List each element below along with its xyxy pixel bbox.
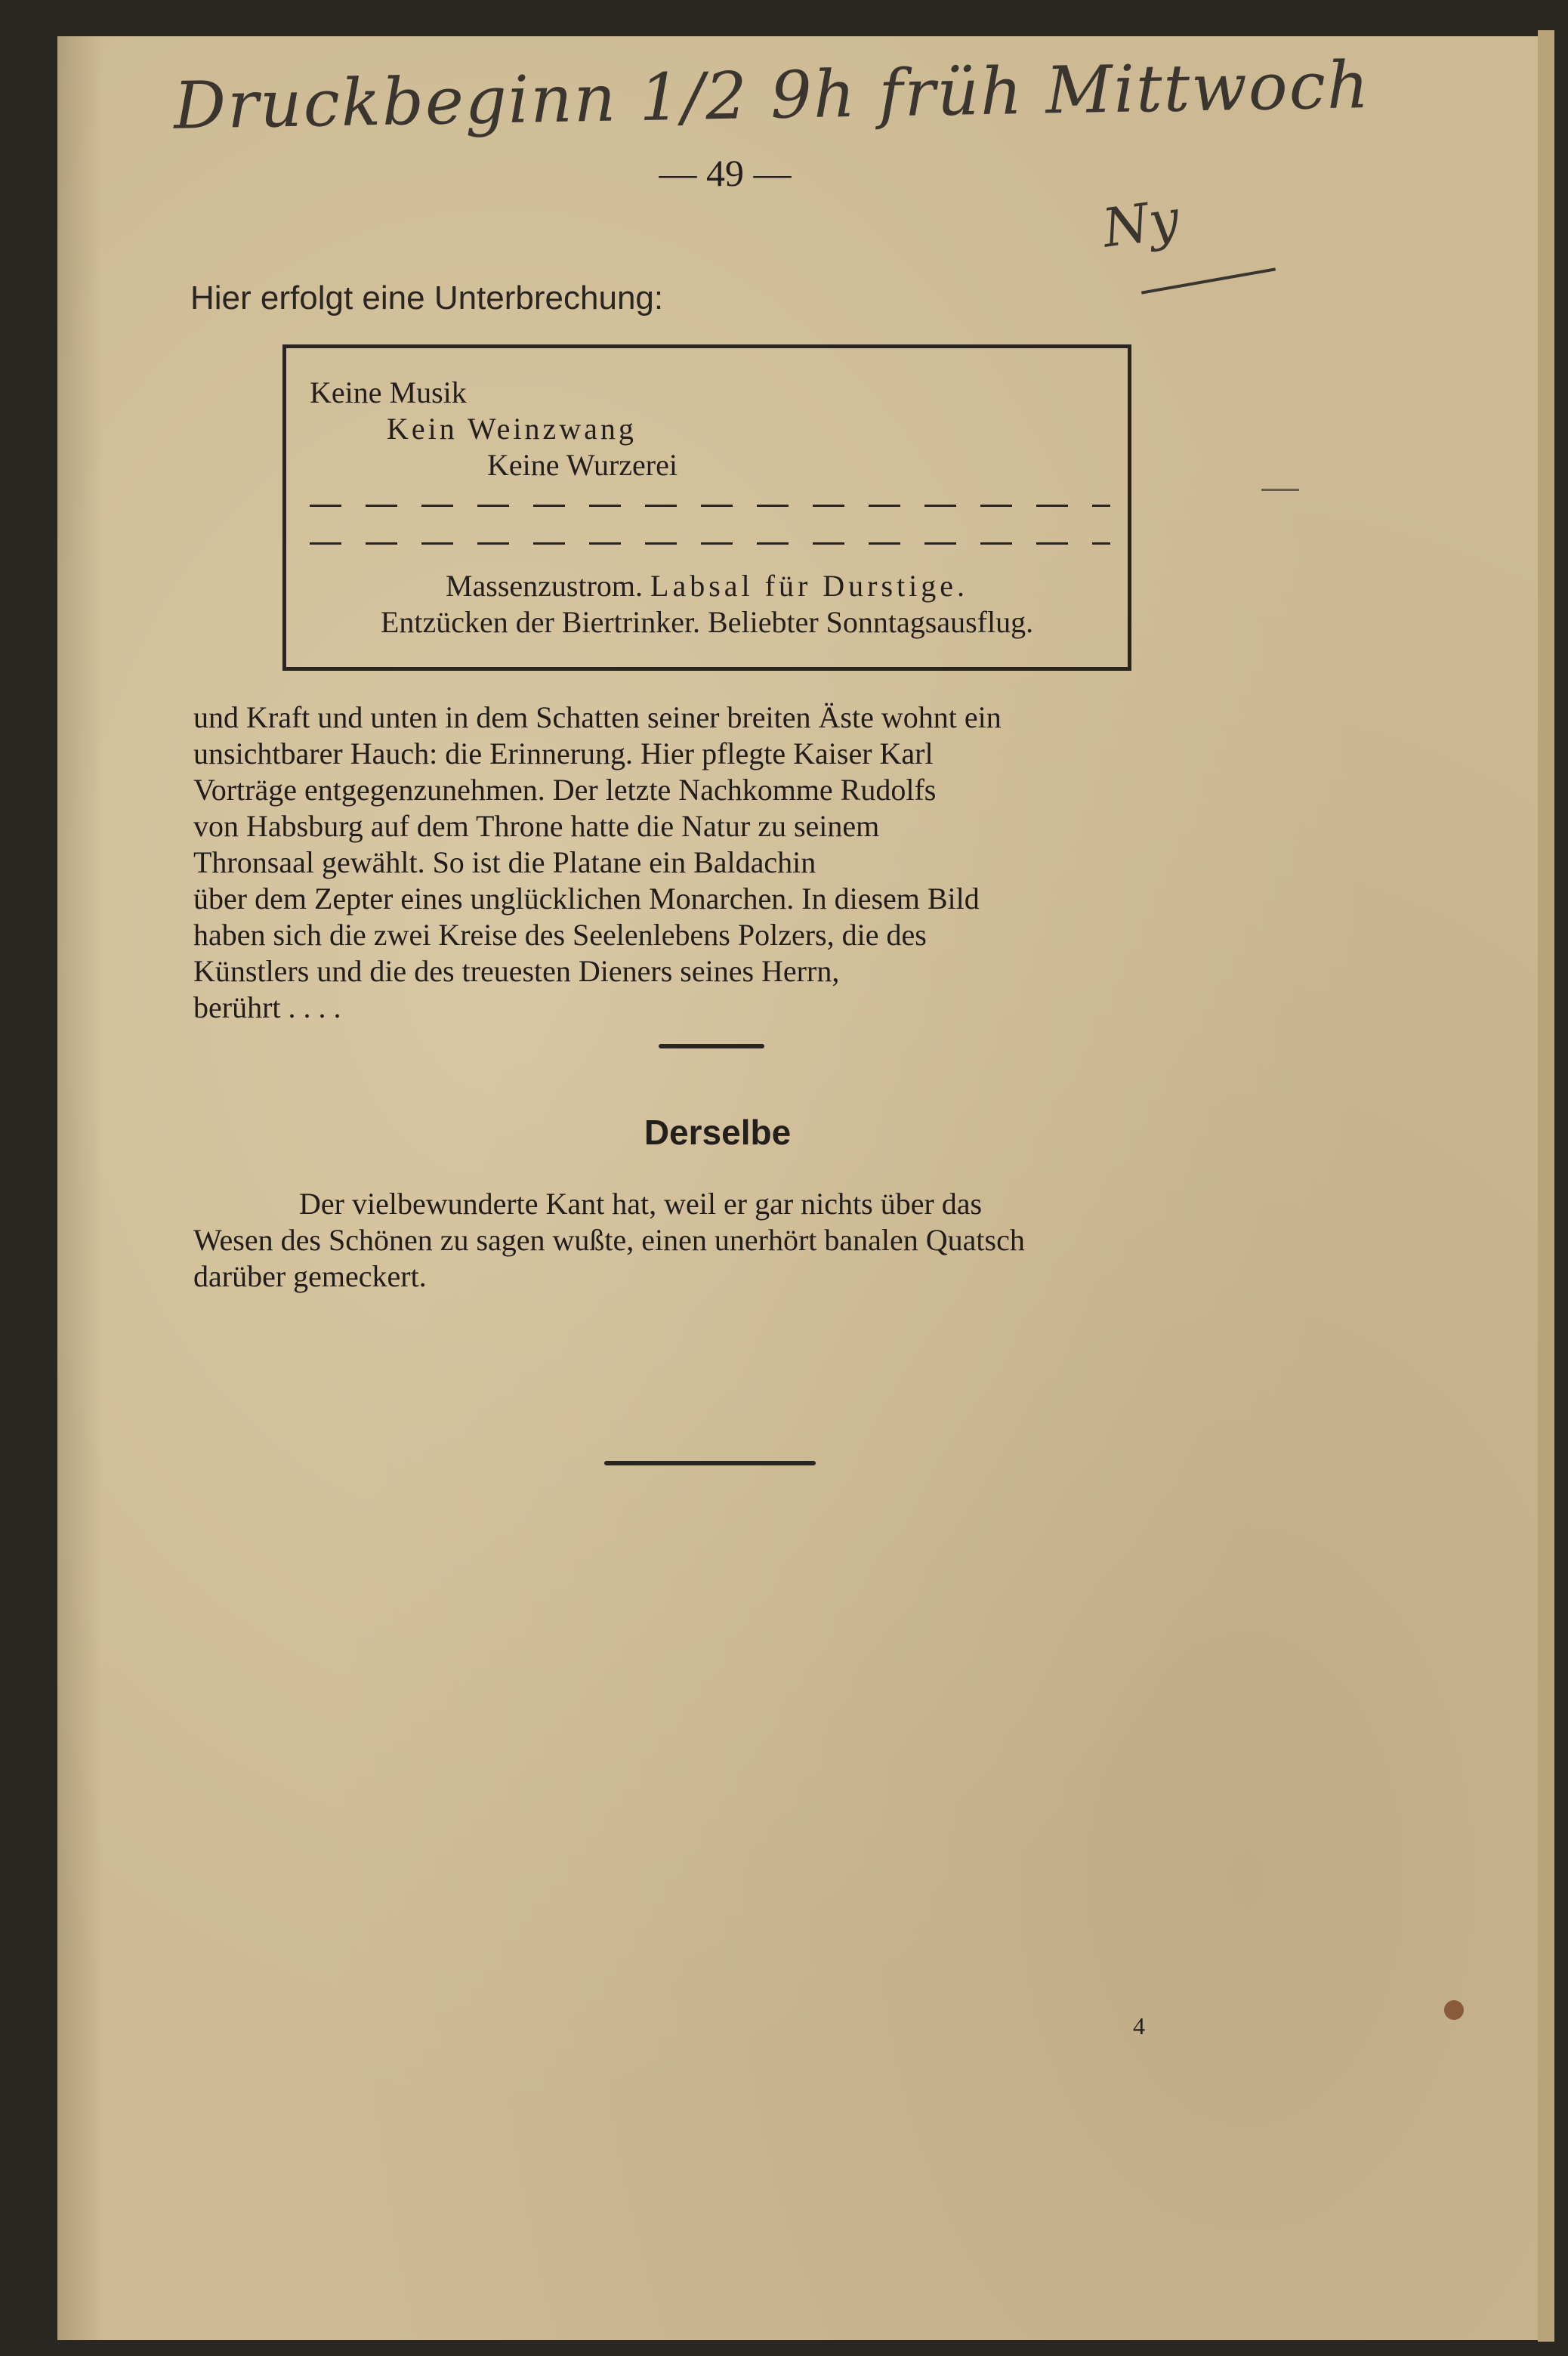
text-line: Wesen des Schönen zu sagen wußte, einen unerhört banalen Quatsch xyxy=(193,1223,1025,1257)
text-line: darüber gemeckert. xyxy=(193,1259,427,1293)
dashed-rule xyxy=(310,505,1110,507)
notice-line xyxy=(284,568,1130,604)
signature-mark: 4 xyxy=(1133,2012,1145,2039)
text-line: haben sich die zwei Kreise des Seelenlebens Polzers, die des xyxy=(193,918,927,952)
text-line: berührt . . . . xyxy=(193,990,341,1024)
text-line: unsichtbarer Hauch: die Erinnerung. Hier pflegte Kaiser Karl xyxy=(193,736,934,770)
text-line: und Kraft und unten in dem Schatten seiner breiten Äste wohnt ein xyxy=(193,700,1002,734)
body-paragraph xyxy=(193,699,1224,1026)
handwritten-note: Druckbeginn 1/2 9h früh Mittwoch xyxy=(173,48,1371,144)
text-line: Vorträge entgegenzunehmen. Der letzte Nachkomme Rudolfs xyxy=(193,773,937,807)
notice-line: Kein Weinzwang xyxy=(387,412,637,446)
section-title: Derselbe xyxy=(644,1113,792,1152)
notice-phrase-spaced: Labsal für Durstige. xyxy=(650,569,969,603)
text-line: Künstlers und die des treuesten Dieners seines Herrn, xyxy=(193,954,840,988)
section-separator xyxy=(604,1461,816,1465)
notice-line: Keine Wurzerei xyxy=(487,448,678,482)
text-line: über dem Zepter eines unglücklichen Monarchen. In diesem Bild xyxy=(193,882,980,916)
handwritten-initials: Ny xyxy=(1098,187,1184,260)
dashed-rule xyxy=(310,542,1110,545)
text-line: von Habsburg auf dem Throne hatte die Natur zu seinem xyxy=(193,809,880,843)
page-edge xyxy=(1538,30,1554,2342)
section-separator xyxy=(659,1044,764,1048)
notice-phrase: Massenzustrom. xyxy=(445,569,644,603)
text-line: Der vielbewunderte Kant hat, weil er gar nichts über das xyxy=(299,1187,983,1221)
page-number: — 49 — xyxy=(659,152,792,194)
notice-line: Keine Musik xyxy=(310,375,467,409)
text-line: Thronsaal gewählt. So ist die Platane ein Baldachin xyxy=(193,845,816,879)
body-paragraph xyxy=(193,1186,1224,1295)
stain-spot xyxy=(1444,2000,1464,2020)
intro-line: Hier erfolgt eine Unterbrechung: xyxy=(190,279,664,317)
notice-line: Entzücken der Biertrinker. Beliebter Sonntagsausflug. xyxy=(380,605,1034,639)
pen-mark xyxy=(1261,489,1299,491)
